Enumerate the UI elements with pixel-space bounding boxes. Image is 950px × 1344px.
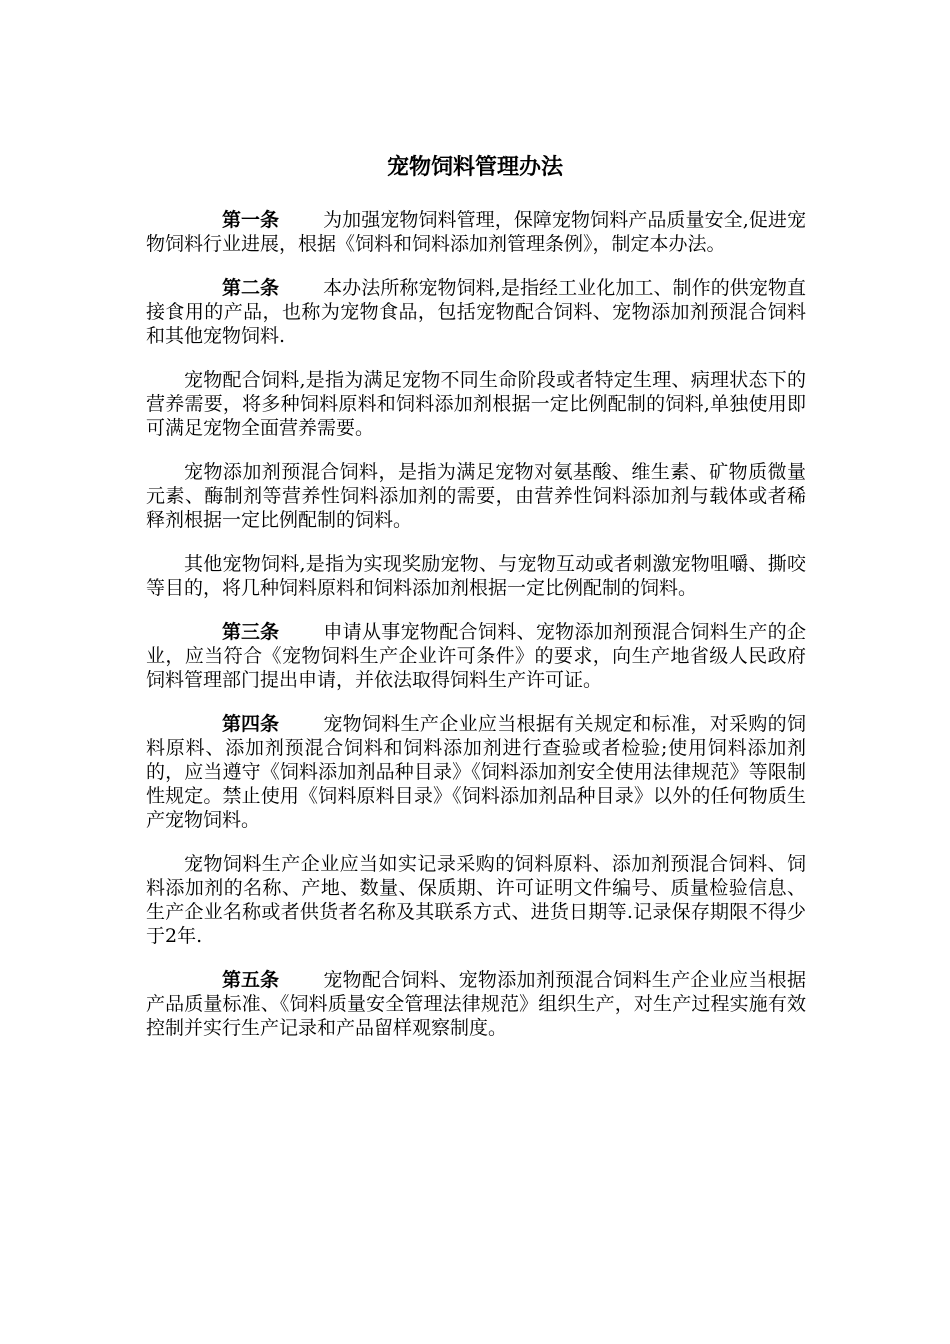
paragraph-text: 其他宠物饲料,是指为实现奖励宠物、与宠物互动或者刺激宠物咀嚼、撕咬等目的，将几种饲料原料和饲料添加剂根据一定比例配制的饲料。 — [146, 553, 806, 599]
paragraph-6 — [146, 620, 806, 692]
article-number: 第二条 — [222, 277, 280, 299]
paragraph-text: 本办法所称宠物饲料,是指经工业化加工、制作的供宠物直接食用的产品，也称为宠物食品，包括宠物配合饲料、宠物添加剂预混合饲料和其他宠物饲料. — [146, 277, 806, 347]
paragraph-4 — [146, 460, 806, 532]
page-title: 宠物饲料管理办法 — [386, 155, 563, 180]
paragraph-text: 宠物配合饲料,是指为满足宠物不同生命阶段或者特定生理、病理状态下的营养需要，将多种饲料原料和饲料添加剂根据一定比例配制的饲料,单独使用即可满足宠物全面营养需要。 — [146, 369, 806, 439]
paragraph-1 — [146, 208, 806, 256]
paragraph-5 — [146, 552, 806, 600]
paragraph-text: 宠物饲料生产企业应当如实记录采购的饲料原料、添加剂预混合饲料、饲料添加剂的名称、产地、数量、保质期、许可证明文件编号、质量检验信息、生产企业名称或者供货者名称及其联系方式、进货日期等.记录保存期限不得少于2年. — [146, 853, 806, 947]
paragraph-7 — [146, 712, 806, 832]
paragraph-text: 宠物配合饲料、宠物添加剂预混合饲料生产企业应当根据产品质量标准、《饲料质量安全管理法律规范》组织生产，对生产过程实施有效控制并实行生产记录和产品留样观察制度。 — [146, 969, 806, 1039]
article-number: 第四条 — [222, 713, 280, 735]
paragraph-8 — [146, 852, 806, 948]
paragraph-3 — [146, 368, 806, 440]
paragraph-text: 宠物添加剂预混合饲料，是指为满足宠物对氨基酸、维生素、矿物质微量元素、酶制剂等营养性饲料添加剂的需要，由营养性饲料添加剂与载体或者稀释剂根据一定比例配制的饲料。 — [146, 461, 806, 531]
article-number: 第一条 — [222, 209, 280, 231]
paragraph-text: 申请从事宠物配合饲料、宠物添加剂预混合饲料生产的企业，应当符合《宠物饲料生产企业许可条件》的要求，向生产地省级人民政府饲料管理部门提出申请，并依法取得饲料生产许可证。 — [146, 621, 806, 691]
paragraph-9 — [146, 968, 806, 1040]
paragraph-2 — [146, 276, 806, 348]
article-number: 第五条 — [222, 969, 280, 991]
paragraph-text: 为加强宠物饲料管理，保障宠物饲料产品质量安全,促进宠物饲料行业进展，根据《饲料和饲料添加剂管理条例》，制定本办法。 — [146, 209, 806, 255]
paragraph-text: 宠物饲料生产企业应当根据有关规定和标准，对采购的饲料原料、添加剂预混合饲料和饲料添加剂进行查验或者检验;使用饲料添加剂的，应当遵守《饲料添加剂品种目录》《饲料添加剂安全使用法律规范》等限制性规定。禁止使用《饲料原料目录》《饲料添加剂品种目录》以外的任何物质生产宠物饲料。 — [146, 713, 806, 831]
article-number: 第三条 — [222, 621, 280, 643]
document-body — [146, 208, 806, 1060]
